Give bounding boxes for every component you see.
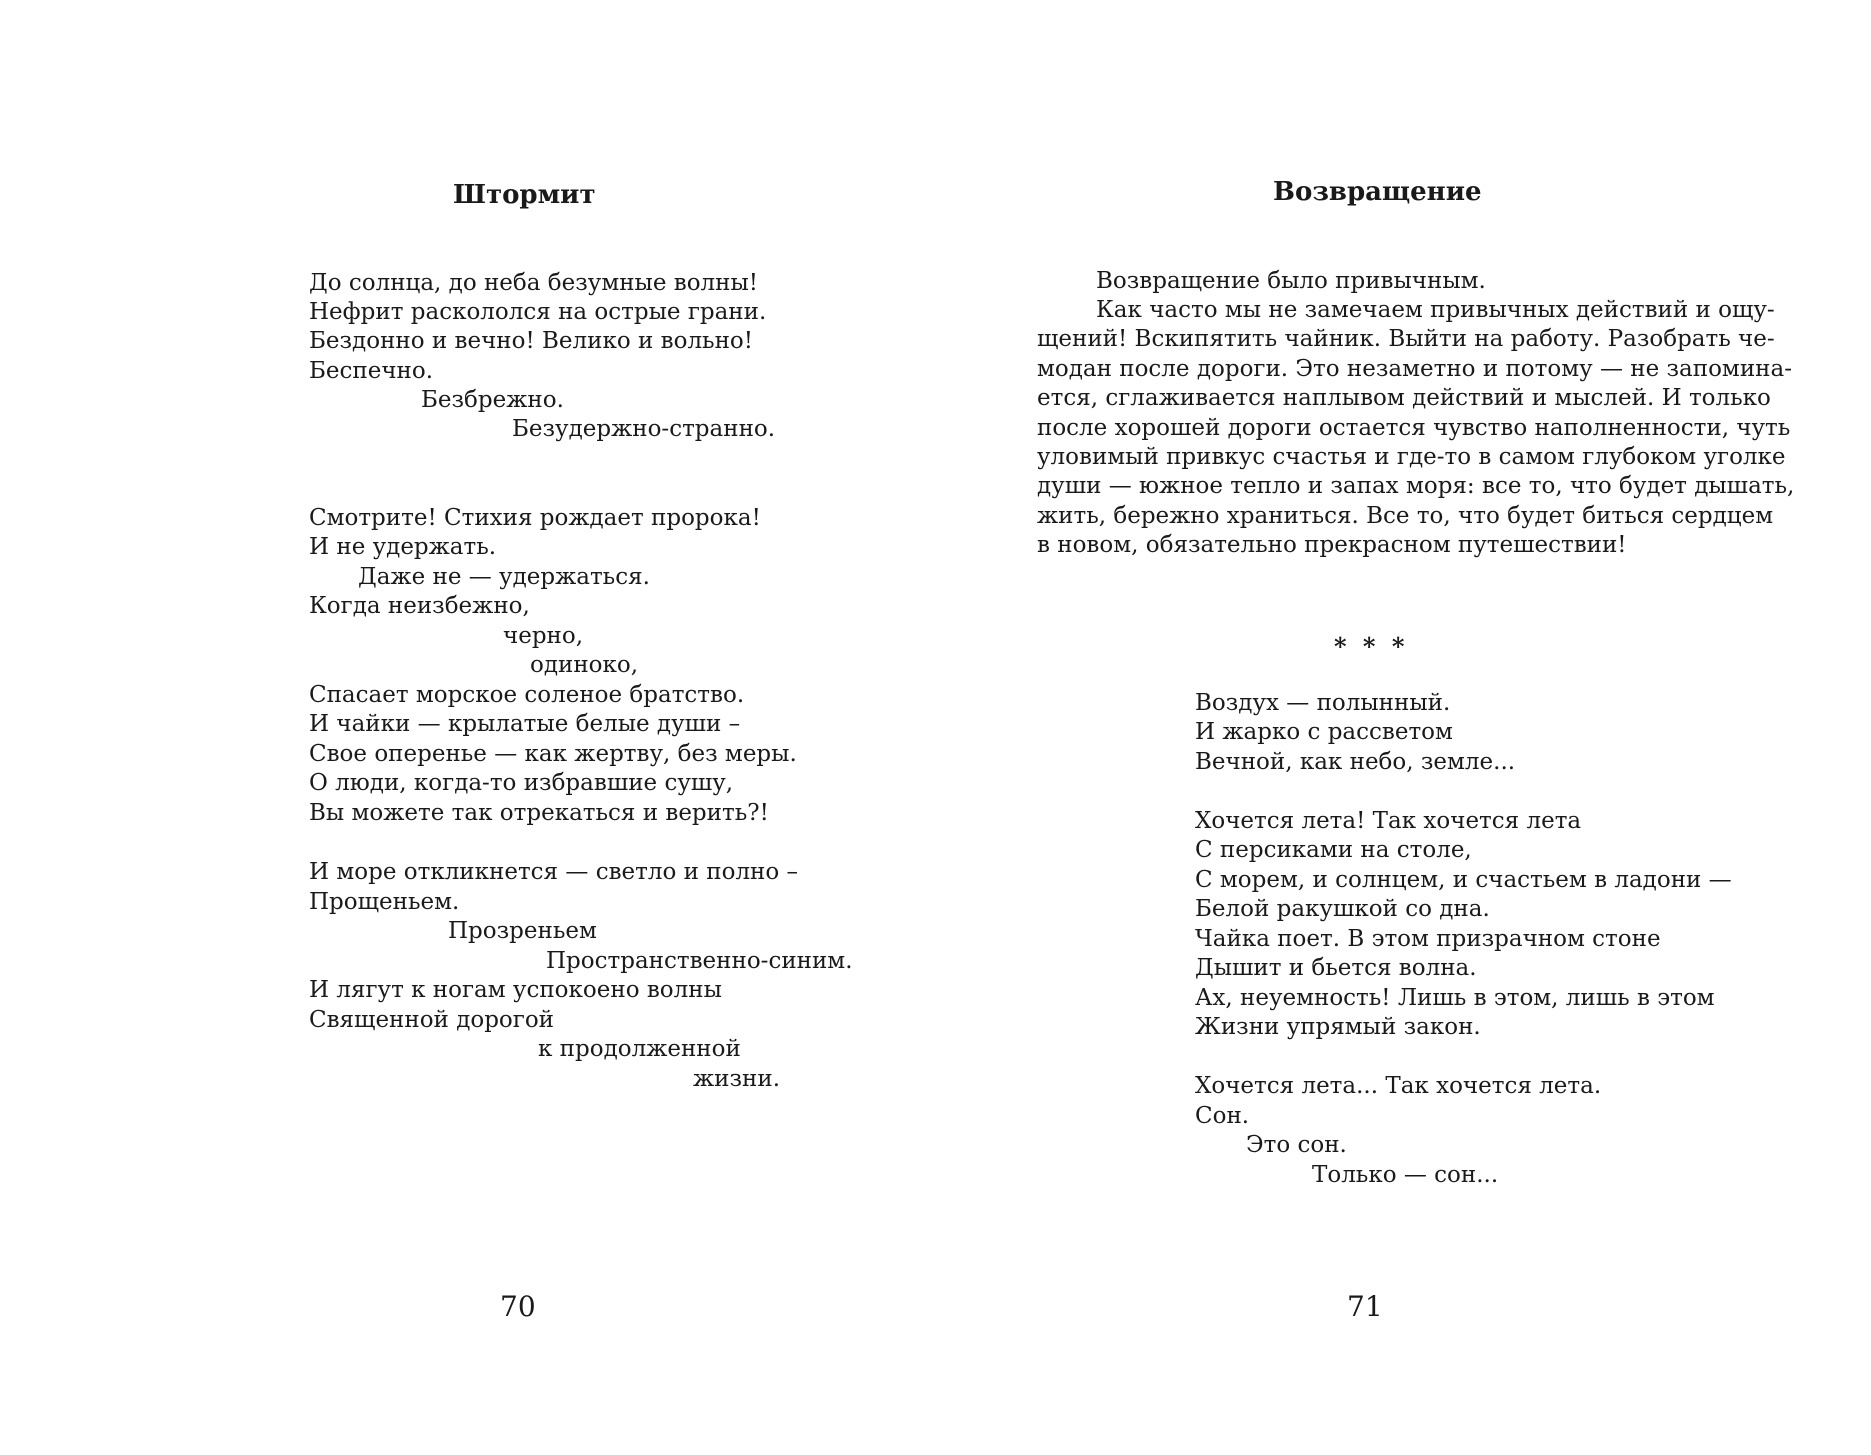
- poem-line: Воздух — полынный.: [1195, 690, 1451, 716]
- poem-line: Священной дорогой: [309, 1007, 555, 1033]
- prose-line: щений! Вскипятить чайник. Выйти на работу. Разобрать че-: [1037, 326, 1775, 352]
- poem-line: Дышит и бьется волна.: [1195, 955, 1477, 981]
- poem-line: Это сон.: [1246, 1132, 1347, 1158]
- poem-line: И жарко с рассветом: [1195, 719, 1453, 745]
- poem-line: Вы можете так отрекаться и верить?!: [309, 800, 769, 826]
- poem-line: Пространственно-синим.: [546, 948, 853, 974]
- poem-line: С морем, и солнцем, и счастьем в ладони —: [1195, 867, 1732, 893]
- poem-line: Только — сон...: [1312, 1162, 1499, 1188]
- poem-line: Безудержно-странно.: [512, 416, 776, 442]
- prose-line: Возвращение было привычным.: [1096, 268, 1486, 294]
- prose-line: жить, бережно храниться. Все то, что будет биться сердцем: [1037, 503, 1774, 529]
- poem-line: Вечной, как небо, земле...: [1195, 749, 1516, 775]
- right-page: [935, 0, 1871, 1455]
- prose-line: души — южное тепло и запах моря: все то, что будет дышать,: [1037, 473, 1795, 499]
- poem-line: Когда неизбежно,: [309, 593, 530, 619]
- poem-line: Даже не — удержаться.: [358, 564, 650, 590]
- poem-line: Хочется лета! Так хочется лета: [1195, 808, 1582, 834]
- page-number: 70: [500, 1290, 536, 1323]
- poem-line: Прощеньем.: [309, 889, 460, 915]
- page-number: 71: [1347, 1290, 1383, 1323]
- poem-line: И чайки — крылатые белые души –: [309, 711, 741, 737]
- poem-line: Спасает морское соленое братство.: [309, 682, 745, 708]
- poem-line: О люди, когда-то избравшие сушу,: [309, 770, 734, 796]
- poem-line: Беспечно.: [309, 358, 434, 384]
- poem-line: черно,: [503, 623, 584, 649]
- poem-line: Хочется лета... Так хочется лета.: [1195, 1073, 1602, 1099]
- poem-line: Жизни упрямый закон.: [1195, 1014, 1481, 1040]
- poem-line: Свое оперенье — как жертву, без меры.: [309, 741, 797, 767]
- prose-line: после хорошей дороги остается чувство наполненности, чуть: [1037, 415, 1791, 441]
- section-separator: * * *: [1334, 632, 1409, 661]
- poem-line: Безбрежно.: [421, 387, 564, 413]
- poem-line: Бездонно и вечно! Велико и вольно!: [309, 328, 753, 354]
- poem-line: Белой ракушкой со дна.: [1195, 896, 1490, 922]
- poem-title: Штормит: [453, 180, 596, 210]
- poem-line: Нефрит раскололся на острые грани.: [309, 299, 767, 325]
- prose-line: Как часто мы не замечаем привычных действий и ощу-: [1096, 297, 1775, 323]
- essay-title: Возвращение: [1273, 177, 1482, 207]
- prose-line: в новом, обязательно прекрасном путешествии!: [1037, 532, 1627, 558]
- poem-line: И лягут к ногам успокоено волны: [309, 977, 722, 1003]
- poem-line: Прозреньем: [448, 918, 597, 944]
- poem-line: И не удержать.: [309, 534, 497, 560]
- poem-line: Сон.: [1195, 1103, 1250, 1129]
- prose-line: уловимый привкус счастья и где-то в самом глубоком уголке: [1037, 444, 1786, 470]
- poem-line: До солнца, до неба безумные волны!: [309, 270, 759, 296]
- poem-line: С персиками на столе,: [1195, 837, 1472, 863]
- poem-line: Смотрите! Стихия рождает пророка!: [309, 505, 761, 531]
- poem-line: одиноко,: [530, 652, 639, 678]
- poem-line: И море откликнется — светло и полно –: [309, 859, 799, 885]
- poem-line: к продолженной: [538, 1036, 741, 1062]
- prose-line: модан после дороги. Это незаметно и потому — не запомина-: [1037, 356, 1792, 382]
- poem-line: жизни.: [693, 1066, 781, 1092]
- left-page: [0, 0, 935, 1455]
- poem-line: Чайка поет. В этом призрачном стоне: [1195, 926, 1661, 952]
- prose-line: ется, сглаживается наплывом действий и мыслей. И только: [1037, 385, 1771, 411]
- poem-line: Ах, неуемность! Лишь в этом, лишь в этом: [1195, 985, 1715, 1011]
